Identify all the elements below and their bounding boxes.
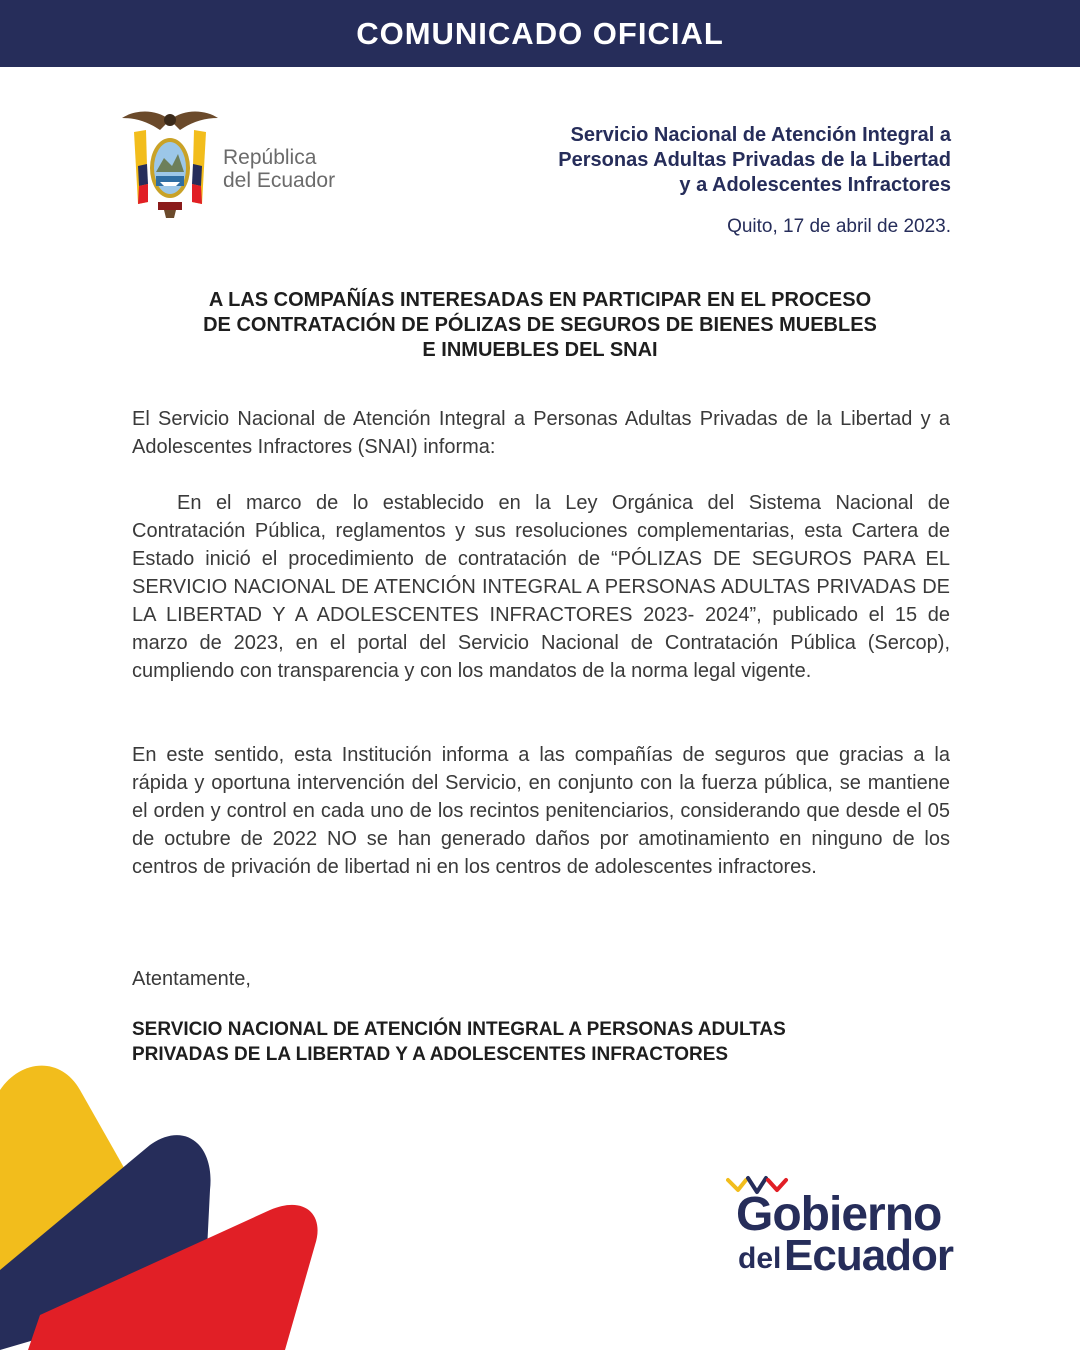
headline-line: DE CONTRATACIÓN DE PÓLIZAS DE SEGUROS DE BIENES MUEBLES: [203, 314, 877, 336]
republic-label: [223, 146, 335, 192]
closing-salutation: Atentamente,: [132, 968, 251, 990]
signature-line: PRIVADAS DE LA LIBERTAD Y A ADOLESCENTES INFRACTORES: [132, 1044, 729, 1065]
decorative-flag-shapes: [0, 1050, 330, 1350]
body-paragraph-2: En el marco de lo establecido en la Ley Orgánica del Sistema Nacional de Contratación Pública, reglamentos y sus resoluciones complementarias, esta Cartera de Estado inició el procedimiento de contratación de “PÓLIZAS DE SEGUROS PARA EL SERVICIO NACIONAL DE ATENCIÓN INTEGRAL A PERSONAS ADULTAS PRIVADAS DE LA LIBERTAD Y A ADOLESCENTES INFRACTORES 2023- 2024”, publicado el 15 de marzo de 2023, en el portal del Servicio Nacional de Contratación Pública (Sercop), cumpliendo con transparencia y con los mandatos de la norma legal vigente.: [132, 492, 950, 682]
body-paragraph-3: En este sentido, esta Institución informa a las compañías de seguros que gracias a la rápida y oportuna intervención del Servicio, en conjunto con la fuerza pública, se mantiene el orden y control en cada uno de los recintos penitenciarios, considerando que desde el 05 de octubre de 2022 NO se han generado daños por amotinamiento en ninguno de los centros de privación de libertad ni en los centros de adolescentes infractores.: [132, 744, 950, 878]
headline-line: E INMUEBLES DEL SNAI: [422, 339, 658, 361]
institution-line: Servicio Nacional de Atención Integral a: [570, 124, 951, 146]
republic-label-line1: República: [223, 146, 317, 169]
body-paragraph-1: El Servicio Nacional de Atención Integral a Personas Adultas Privadas de la Libertad y a Adolescentes Infractores (SNAI) informa:: [132, 408, 950, 458]
ecuador-coat-of-arms-icon: [120, 106, 220, 220]
institution-line: y a Adolescentes Infractores: [679, 174, 951, 196]
signature-line: SERVICIO NACIONAL DE ATENCIÓN INTEGRAL A PERSONAS ADULTAS: [132, 1019, 786, 1040]
institution-name: [431, 123, 951, 198]
republic-label-line2: del Ecuador: [223, 169, 336, 192]
logo-word-gobierno: Gobierno: [736, 1188, 942, 1241]
logo-word-del: del: [738, 1242, 782, 1275]
institution-line: Personas Adultas Privadas de la Libertad: [558, 149, 951, 171]
gobierno-del-ecuador-logo: [722, 1168, 962, 1288]
document-date: Quito, 17 de abril de 2023.: [727, 216, 951, 237]
banner-title: COMUNICADO OFICIAL: [356, 15, 724, 51]
document-headline: [120, 288, 960, 363]
headline-line: A LAS COMPAÑÍAS INTERESADAS EN PARTICIPAR EN EL PROCESO: [208, 289, 872, 311]
header-banner: [0, 0, 1080, 67]
logo-word-ecuador: Ecuador: [784, 1231, 954, 1280]
